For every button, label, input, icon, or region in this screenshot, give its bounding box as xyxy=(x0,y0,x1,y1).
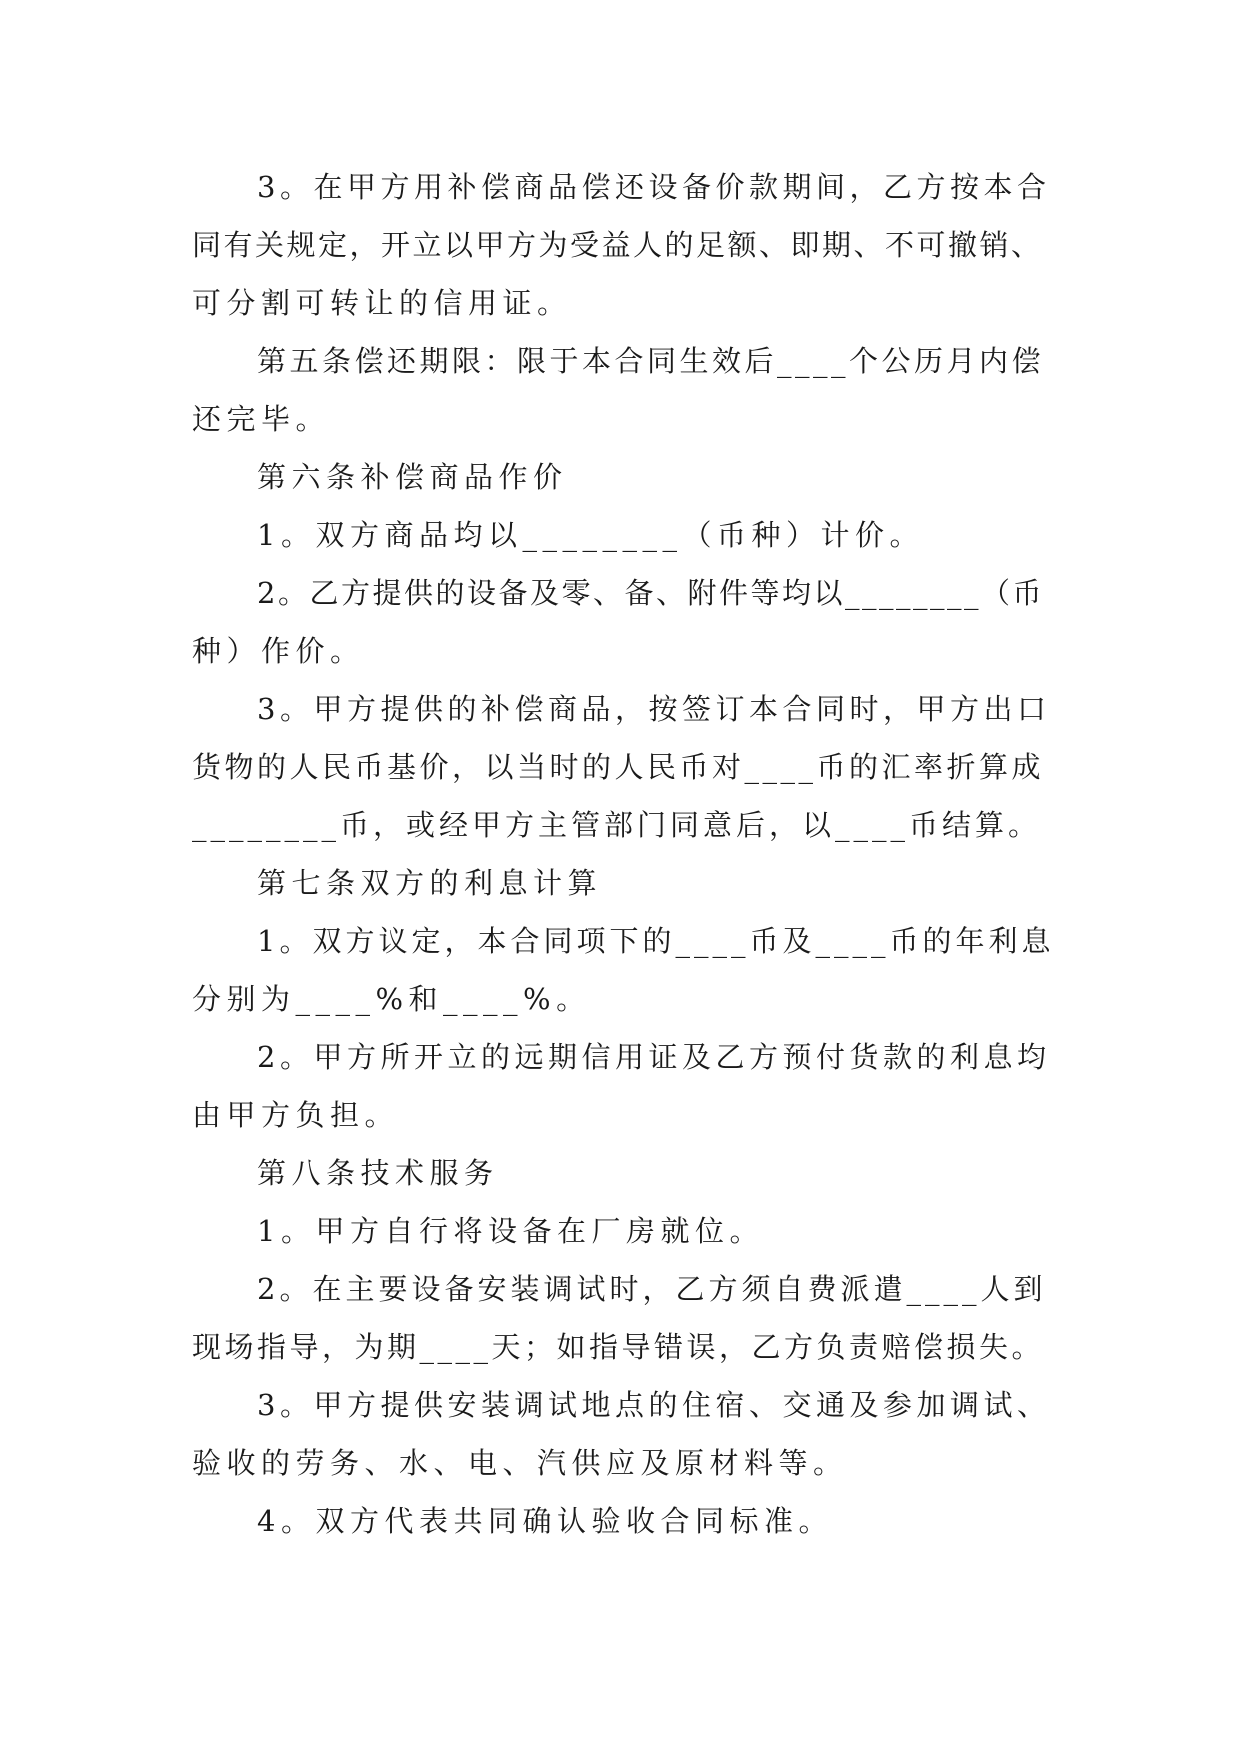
paragraph-line: 同有关规定，开立以甲方为受益人的足额、即期、不可撤销、 xyxy=(192,228,1043,262)
article-5-line: 第五条偿还期限：限于本合同生效后____个公历月内偿 xyxy=(257,344,1045,378)
paragraph-line: 3。在甲方用补偿商品偿还设备价款期间，乙方按本合 xyxy=(257,170,1051,204)
paragraph-line: 种）作价。 xyxy=(192,634,365,668)
paragraph-line: 还完毕。 xyxy=(192,402,331,436)
paragraph-line: 1。双方商品均以________（币种）计价。 xyxy=(257,518,924,552)
paragraph-line: 1。双方议定，本合同项下的____币及____币的年利息 xyxy=(257,924,1055,958)
article-7-heading: 第七条双方的利息计算 xyxy=(257,866,603,900)
paragraph-line: 货物的人民币基价，以当时的人民币对____币的汇率折算成 xyxy=(192,750,1045,784)
paragraph-line: 2。甲方所开立的远期信用证及乙方预付货款的利息均 xyxy=(257,1040,1051,1074)
paragraph-line: 由甲方负担。 xyxy=(192,1098,400,1132)
paragraph-line: ________币，或经甲方主管部门同意后，以____币结算。 xyxy=(192,808,1042,842)
paragraph-line: 验收的劳务、水、电、汽供应及原材料等。 xyxy=(192,1446,848,1480)
paragraph-line: 4。双方代表共同确认验收合同标准。 xyxy=(257,1504,833,1538)
paragraph-line: 现场指导，为期____天；如指导错误，乙方负责赔偿损失。 xyxy=(192,1330,1045,1364)
paragraph-line: 3。甲方提供安装调试地点的住宿、交通及参加调试、 xyxy=(257,1388,1051,1422)
paragraph-line: 2。在主要设备安装调试时，乙方须自费派遣____人到 xyxy=(257,1272,1047,1306)
article-8-heading: 第八条技术服务 xyxy=(257,1156,499,1190)
paragraph-line: 可分割可转让的信用证。 xyxy=(192,286,572,320)
paragraph-line: 分别为____%和____%。 xyxy=(192,982,591,1016)
paragraph-line: 1。甲方自行将设备在厂房就位。 xyxy=(257,1214,764,1248)
paragraph-line: 3。甲方提供的补偿商品，按签订本合同时，甲方出口 xyxy=(257,692,1051,726)
article-6-heading: 第六条补偿商品作价 xyxy=(257,460,568,494)
paragraph-line: 2。乙方提供的设备及零、备、附件等均以________（币 xyxy=(257,576,1044,610)
